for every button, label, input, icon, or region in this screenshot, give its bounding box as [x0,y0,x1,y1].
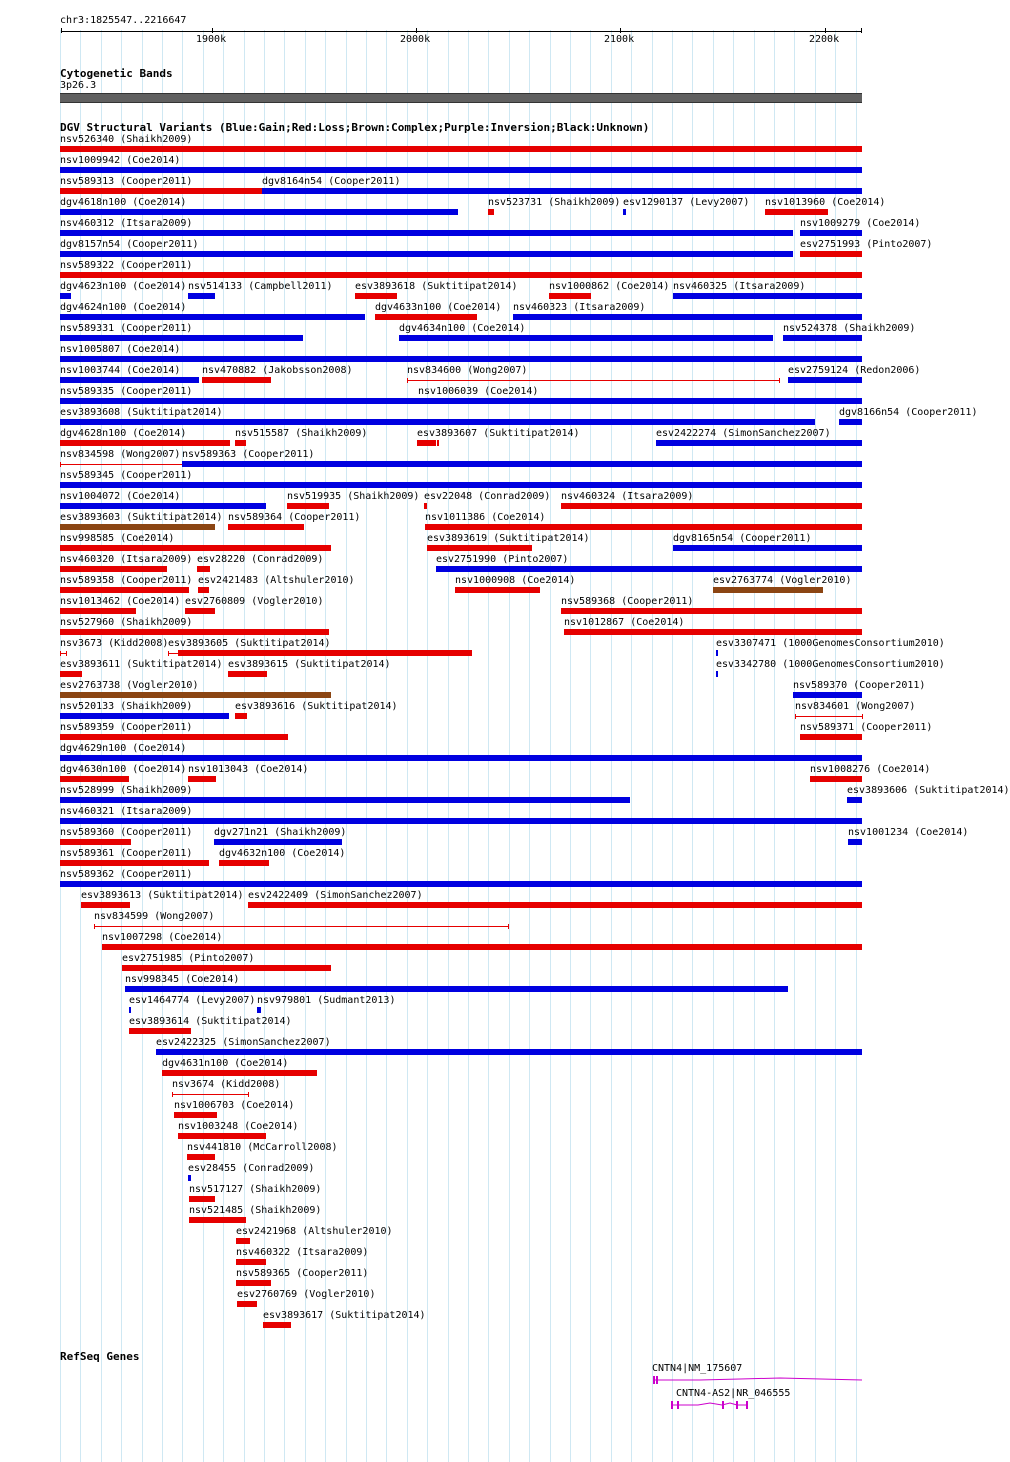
variant-label[interactable]: esv3893617 (Suktitipat2014) [263,1310,426,1321]
variant-bar[interactable] [287,503,329,509]
variant-label[interactable]: nsv589370 (Cooper2011) [793,680,926,691]
variant-bar[interactable] [187,1154,215,1160]
variant-label[interactable]: nsv1012867 (Coe2014) [564,617,685,628]
variant-span-line[interactable] [94,926,508,927]
grid-line [672,30,673,1462]
variant-label[interactable]: nsv470882 (Jakobsson2008) [202,365,353,376]
variant-label[interactable]: esv2760769 (Vogler2010) [237,1289,376,1300]
variant-label[interactable]: nsv521485 (Shaikh2009) [189,1205,322,1216]
variant-bar[interactable] [219,860,269,866]
grid-line [427,30,428,1462]
cytoband-bar[interactable] [60,93,862,103]
variant-bar[interactable] [236,1259,266,1265]
variant-bar[interactable] [417,440,436,446]
variant-label[interactable]: nsv526340 (Shaikh2009) [60,134,193,145]
variant-label[interactable]: esv3893619 (Suktitipat2014) [427,533,590,544]
variant-span-line[interactable] [795,716,862,717]
variant-bar[interactable] [263,1322,291,1328]
variant-bar[interactable] [60,356,862,362]
variant-label[interactable]: esv2751993 (Pinto2007) [800,239,933,250]
variant-bar[interactable] [228,524,304,530]
variant-bar[interactable] [788,377,862,383]
variant-label[interactable]: esv3893615 (Suktitipat2014) [228,659,391,670]
variant-label[interactable]: esv3893603 (Suktitipat2014) [60,512,223,523]
variant-bar[interactable] [716,671,718,677]
variant-span-line[interactable] [168,653,178,654]
variant-bar[interactable] [793,692,862,698]
variant-label[interactable]: nsv589363 (Cooper2011) [182,449,315,460]
variant-bar[interactable] [60,398,418,404]
variant-label[interactable]: dgv4628n100 (Coe2014) [60,428,187,439]
cytoband-label: 3p26.3 [60,80,97,91]
variant-label[interactable]: esv3893607 (Suktitipat2014) [417,428,580,439]
variant-bar[interactable] [564,629,862,635]
variant-label[interactable]: nsv460325 (Itsara2009) [673,281,806,292]
grid-line [488,30,489,1462]
variant-bar[interactable] [60,524,215,530]
variant-label[interactable]: nsv523731 (Shaikh2009) [488,197,621,208]
variant-label[interactable]: nsv524378 (Shaikh2009) [783,323,916,334]
variant-label[interactable]: esv2763774 (Vogler2010) [713,575,852,586]
variant-label[interactable]: nsv1000862 (Coe2014) [549,281,670,292]
variant-bar[interactable] [60,482,862,488]
grid-line [570,30,571,1462]
variant-bar[interactable] [60,503,266,509]
variant-label[interactable]: nsv515587 (Shaikh2009) [235,428,368,439]
variant-span-line[interactable] [407,380,779,381]
variant-label[interactable]: nsv527960 (Shaikh2009) [60,617,193,628]
variant-bar[interactable] [399,335,773,341]
ruler-end-tick [61,28,62,33]
variant-label[interactable]: nsv1003744 (Coe2014) [60,365,181,376]
variant-bar[interactable] [129,1007,131,1013]
variant-label[interactable]: nsv1005807 (Coe2014) [60,344,181,355]
variant-span-cap [248,1092,249,1097]
variant-bar[interactable] [60,755,862,761]
variant-span-cap [407,378,408,383]
variant-label[interactable]: dgv4632n100 (Coe2014) [219,848,346,859]
variant-bar[interactable] [60,272,862,278]
variant-bar[interactable] [60,734,288,740]
variant-bar[interactable] [839,419,862,425]
variant-span-cap [862,714,863,719]
variant-bar[interactable] [800,230,862,236]
variant-label[interactable]: nsv589364 (Cooper2011) [228,512,361,523]
variant-bar[interactable] [847,797,862,803]
variant-bar[interactable] [716,650,718,656]
variant-label[interactable]: nsv1009279 (Coe2014) [800,218,921,229]
variant-label[interactable]: nsv1013960 (Coe2014) [765,197,886,208]
variant-label[interactable]: nsv528999 (Shaikh2009) [60,785,193,796]
variant-bar[interactable] [262,188,862,194]
variant-bar[interactable] [60,713,229,719]
variant-label[interactable]: nsv589335 (Cooper2011) [60,386,193,397]
grid-line [794,30,795,1462]
grid-line [774,30,775,1462]
variant-bar[interactable] [60,293,71,299]
variant-bar[interactable] [424,503,427,509]
variant-label[interactable]: nsv1008276 (Coe2014) [810,764,931,775]
variant-bar[interactable] [81,902,130,908]
variant-label[interactable]: nsv589359 (Cooper2011) [60,722,193,733]
variant-bar[interactable] [236,1280,271,1286]
variant-bar[interactable] [549,293,591,299]
variant-bar[interactable] [60,545,331,551]
variant-label[interactable]: nsv1001234 (Coe2014) [848,827,969,838]
variant-bar[interactable] [355,293,397,299]
variant-bar[interactable] [800,251,862,257]
variant-bar[interactable] [162,1070,317,1076]
variant-bar[interactable] [848,839,862,845]
variant-label[interactable]: esv2751990 (Pinto2007) [436,554,569,565]
grid-line [529,30,530,1462]
variant-label[interactable]: nsv979801 (Sudmant2013) [257,995,396,1006]
variant-label[interactable]: nsv998585 (Coe2014) [60,533,175,544]
variant-label[interactable]: dgv4618n100 (Coe2014) [60,197,187,208]
variant-label[interactable]: esv3893618 (Suktitipat2014) [355,281,518,292]
variant-label[interactable]: nsv589345 (Cooper2011) [60,470,193,481]
variant-bar[interactable] [418,398,862,404]
variant-bar[interactable] [60,167,862,173]
variant-label[interactable]: nsv460312 (Itsara2009) [60,218,193,229]
grid-line [611,30,612,1462]
variant-bar[interactable] [188,1175,191,1181]
variant-label[interactable]: nsv834601 (Wong2007) [795,701,916,712]
variant-bar[interactable] [235,713,247,719]
variant-label[interactable]: dgv4633n100 (Coe2014) [375,302,502,313]
variant-label[interactable]: esv3893616 (Suktitipat2014) [235,701,398,712]
ruler-end-tick [861,28,862,33]
variant-label[interactable]: nsv460323 (Itsara2009) [513,302,646,313]
variant-label[interactable]: esv3342780 (1000GenomesConsortium2010) [716,659,945,670]
variant-label[interactable]: nsv589322 (Cooper2011) [60,260,193,271]
variant-label[interactable]: nsv589371 (Cooper2011) [800,722,933,733]
variant-bar[interactable] [513,314,862,320]
variant-bar[interactable] [810,776,862,782]
grid-line [468,30,469,1462]
variant-span-cap [60,651,61,656]
variant-label[interactable]: nsv1013462 (Coe2014) [60,596,181,607]
variant-label[interactable]: esv3893614 (Suktitipat2014) [129,1016,292,1027]
coordinate-label: chr3:1825547..2216647 [60,15,187,26]
variant-bar[interactable] [673,545,862,551]
variant-bar[interactable] [713,587,823,593]
variant-bar[interactable] [437,440,439,446]
variant-label[interactable]: nsv589360 (Cooper2011) [60,827,193,838]
ruler-tick-label: 2200k [809,34,840,45]
variant-bar[interactable] [765,209,828,215]
variant-label[interactable]: nsv441810 (McCarroll2008) [187,1142,338,1153]
variant-label[interactable]: nsv1011386 (Coe2014) [425,512,546,523]
variant-label[interactable]: nsv460322 (Itsara2009) [236,1247,369,1258]
variant-label[interactable]: nsv1004072 (Coe2014) [60,491,181,502]
variant-bar[interactable] [60,209,458,215]
grid-line [590,30,591,1462]
variant-bar[interactable] [189,1217,246,1223]
variant-bar[interactable] [60,818,862,824]
variant-bar[interactable] [188,776,216,782]
variant-label[interactable]: nsv589358 (Cooper2011) [60,575,193,586]
variant-span-cap [779,378,780,383]
variant-label[interactable]: dgv4624n100 (Coe2014) [60,302,187,313]
variant-bar[interactable] [178,650,472,656]
variant-span-cap [168,651,169,656]
variant-label[interactable]: esv28455 (Conrad2009) [188,1163,315,1174]
variant-span-cap [508,924,509,929]
grid-line [386,30,387,1462]
variant-label[interactable]: dgv8164n54 (Cooper2011) [262,176,401,187]
variant-bar[interactable] [60,692,331,698]
grid-line [203,30,204,1462]
variant-bar[interactable] [248,902,862,908]
variant-bar[interactable] [60,440,230,446]
cytoband-track-title: Cytogenetic Bands [60,67,173,80]
variant-bar[interactable] [60,671,82,677]
variant-bar[interactable] [188,293,215,299]
grid-line [733,30,734,1462]
variant-bar[interactable] [60,566,167,572]
variant-label[interactable]: dgv4630n100 (Coe2014) [60,764,187,775]
variant-bar[interactable] [60,314,365,320]
dgv-track-title: DGV Structural Variants (Blue:Gain;Red:Loss;Brown:Complex;Purple:Inversion;Black:Unknown) [60,121,650,134]
variant-label[interactable]: esv2763738 (Vogler2010) [60,680,199,691]
gene-label[interactable]: CNTN4-AS2|NR_046555 [676,1388,791,1399]
variant-label[interactable]: nsv1003248 (Coe2014) [178,1121,299,1132]
variant-label[interactable]: nsv998345 (Coe2014) [125,974,240,985]
variant-label[interactable]: dgv4634n100 (Coe2014) [399,323,526,334]
variant-label[interactable]: esv2421483 (Altshuler2010) [198,575,355,586]
variant-bar[interactable] [427,545,532,551]
variant-bar[interactable] [237,1301,257,1307]
variant-label[interactable]: nsv519935 (Shaikh2009) [287,491,420,502]
variant-label[interactable]: esv2759124 (Redon2006) [788,365,921,376]
grid-line [509,30,510,1462]
variant-label[interactable]: nsv1013043 (Coe2014) [188,764,309,775]
variant-label[interactable]: nsv3673 (Kidd2008) [60,638,169,649]
variant-bar[interactable] [455,587,540,593]
variant-bar[interactable] [228,671,267,677]
variant-span-line[interactable] [60,464,182,465]
variant-span-cap [66,651,67,656]
variant-bar[interactable] [673,293,862,299]
variant-bar[interactable] [156,1049,862,1055]
variant-label[interactable]: dgv8166n54 (Cooper2011) [839,407,978,418]
ruler-tick [825,28,826,33]
variant-label[interactable]: nsv589361 (Cooper2011) [60,848,193,859]
variant-label[interactable]: esv2421968 (Altshuler2010) [236,1226,393,1237]
variant-label[interactable]: dgv4629n100 (Coe2014) [60,743,187,754]
variant-label[interactable]: nsv460320 (Itsara2009) [60,554,193,565]
variant-bar[interactable] [182,461,862,467]
variant-label[interactable]: esv22048 (Conrad2009) [424,491,551,502]
variant-bar[interactable] [197,566,210,572]
variant-bar[interactable] [488,209,494,215]
ruler-tick [416,28,417,33]
grid-line [407,30,408,1462]
variant-bar[interactable] [436,566,862,572]
variant-bar[interactable] [60,251,793,257]
variant-label[interactable]: esv1464774 (Levy2007) [129,995,256,1006]
variant-bar[interactable] [60,188,262,194]
variant-bar[interactable] [189,1196,215,1202]
gene-models[interactable] [0,1370,890,1415]
grid-line [448,30,449,1462]
grid-line [631,30,632,1462]
variant-label[interactable]: esv28220 (Conrad2009) [197,554,324,565]
grid-line [713,30,714,1462]
variant-bar[interactable] [60,377,199,383]
variant-bar[interactable] [561,608,862,614]
variant-label[interactable]: nsv1006703 (Coe2014) [174,1100,295,1111]
variant-bar[interactable] [656,440,862,446]
variant-label[interactable]: nsv834600 (Wong2007) [407,365,528,376]
variant-label[interactable]: esv2422409 (SimonSanchez2007) [248,890,423,901]
variant-bar[interactable] [561,503,862,509]
variant-bar[interactable] [214,839,342,845]
variant-bar[interactable] [102,944,862,950]
variant-label[interactable]: dgv8157n54 (Cooper2011) [60,239,199,250]
variant-label[interactable]: esv3893611 (Suktitipat2014) [60,659,223,670]
variant-bar[interactable] [425,524,862,530]
gene-label[interactable]: CNTN4|NM_175607 [652,1363,743,1374]
variant-span-cap [172,1092,173,1097]
variant-label[interactable]: nsv3674 (Kidd2008) [172,1079,281,1090]
variant-bar[interactable] [60,797,630,803]
variant-bar[interactable] [178,1133,266,1139]
variant-bar[interactable] [783,335,862,341]
variant-span-cap [178,651,179,656]
variant-label[interactable]: esv2422274 (SimonSanchez2007) [656,428,831,439]
grid-line [754,30,755,1462]
variant-span-line[interactable] [172,1094,248,1095]
variant-bar[interactable] [60,881,862,887]
variant-bar[interactable] [125,986,788,992]
variant-bar[interactable] [60,860,209,866]
variant-bar[interactable] [60,839,131,845]
variant-span-cap [94,924,95,929]
variant-label[interactable]: nsv1000908 (Coe2014) [455,575,576,586]
grid-line [652,30,653,1462]
variant-label[interactable]: nsv834599 (Wong2007) [94,911,215,922]
variant-bar[interactable] [122,965,331,971]
variant-label[interactable]: esv2760809 (Vogler2010) [185,596,324,607]
variant-label[interactable]: esv1290137 (Levy2007) [623,197,750,208]
ruler-axis [61,31,862,32]
variant-label[interactable]: nsv1006039 (Coe2014) [418,386,539,397]
variant-label[interactable]: esv3893613 (Suktitipat2014) [81,890,244,901]
variant-label[interactable]: nsv460324 (Itsara2009) [561,491,694,502]
variant-bar[interactable] [198,587,209,593]
variant-label[interactable]: esv3893606 (Suktitipat2014) [847,785,1010,796]
variant-bar[interactable] [202,377,271,383]
variant-label[interactable]: dgv271n21 (Shaikh2009) [214,827,347,838]
variant-label[interactable]: nsv589331 (Cooper2011) [60,323,193,334]
ruler-tick-label: 1900k [196,34,227,45]
variant-label[interactable]: nsv1009942 (Coe2014) [60,155,181,166]
grid-line [223,30,224,1462]
variant-bar[interactable] [60,335,303,341]
variant-bar[interactable] [60,608,136,614]
variant-bar[interactable] [185,608,215,614]
variant-label[interactable]: nsv589313 (Cooper2011) [60,176,193,187]
variant-label[interactable]: nsv589362 (Cooper2011) [60,869,193,880]
grid-line [550,30,551,1462]
variant-label[interactable]: nsv834598 (Wong2007) [60,449,181,460]
variant-bar[interactable] [60,146,862,152]
variant-bar[interactable] [623,209,626,215]
variant-label[interactable]: nsv1007298 (Coe2014) [102,932,223,943]
variant-label[interactable]: dgv8165n54 (Cooper2011) [673,533,812,544]
variant-bar[interactable] [60,419,815,425]
variant-bar[interactable] [236,1238,250,1244]
variant-bar[interactable] [174,1112,217,1118]
ruler-tick [620,28,621,33]
variant-label[interactable]: dgv4631n100 (Coe2014) [162,1058,289,1069]
variant-bar[interactable] [60,230,793,236]
refseq-track-title: RefSeq Genes [60,1350,140,1363]
variant-bar[interactable] [235,440,246,446]
ruler-tick-label: 2100k [604,34,635,45]
variant-span-cap [795,714,796,719]
variant-label[interactable]: nsv514133 (Campbell2011) [188,281,333,292]
ruler-tick-label: 2000k [400,34,431,45]
grid-line [692,30,693,1462]
variant-label[interactable]: esv3893608 (Suktitipat2014) [60,407,223,418]
variant-bar[interactable] [800,734,862,740]
variant-label[interactable]: nsv520133 (Shaikh2009) [60,701,193,712]
variant-span-cap [60,462,61,467]
ruler-tick [212,28,213,33]
variant-label[interactable]: nsv517127 (Shaikh2009) [189,1184,322,1195]
variant-bar[interactable] [257,1007,261,1013]
variant-label[interactable]: esv2422325 (SimonSanchez2007) [156,1037,331,1048]
variant-bar[interactable] [129,1028,191,1034]
variant-label[interactable]: esv2751985 (Pinto2007) [122,953,255,964]
variant-bar[interactable] [60,776,129,782]
variant-label[interactable]: esv3893605 (Suktitipat2014) [168,638,331,649]
variant-bar[interactable] [60,587,189,593]
variant-label[interactable]: dgv4623n100 (Coe2014) [60,281,187,292]
variant-label[interactable]: nsv589368 (Cooper2011) [561,596,694,607]
variant-label[interactable]: nsv589365 (Cooper2011) [236,1268,369,1279]
variant-bar[interactable] [60,629,329,635]
variant-label[interactable]: nsv460321 (Itsara2009) [60,806,193,817]
variant-label[interactable]: esv3307471 (1000GenomesConsortium2010) [716,638,945,649]
variant-bar[interactable] [375,314,477,320]
